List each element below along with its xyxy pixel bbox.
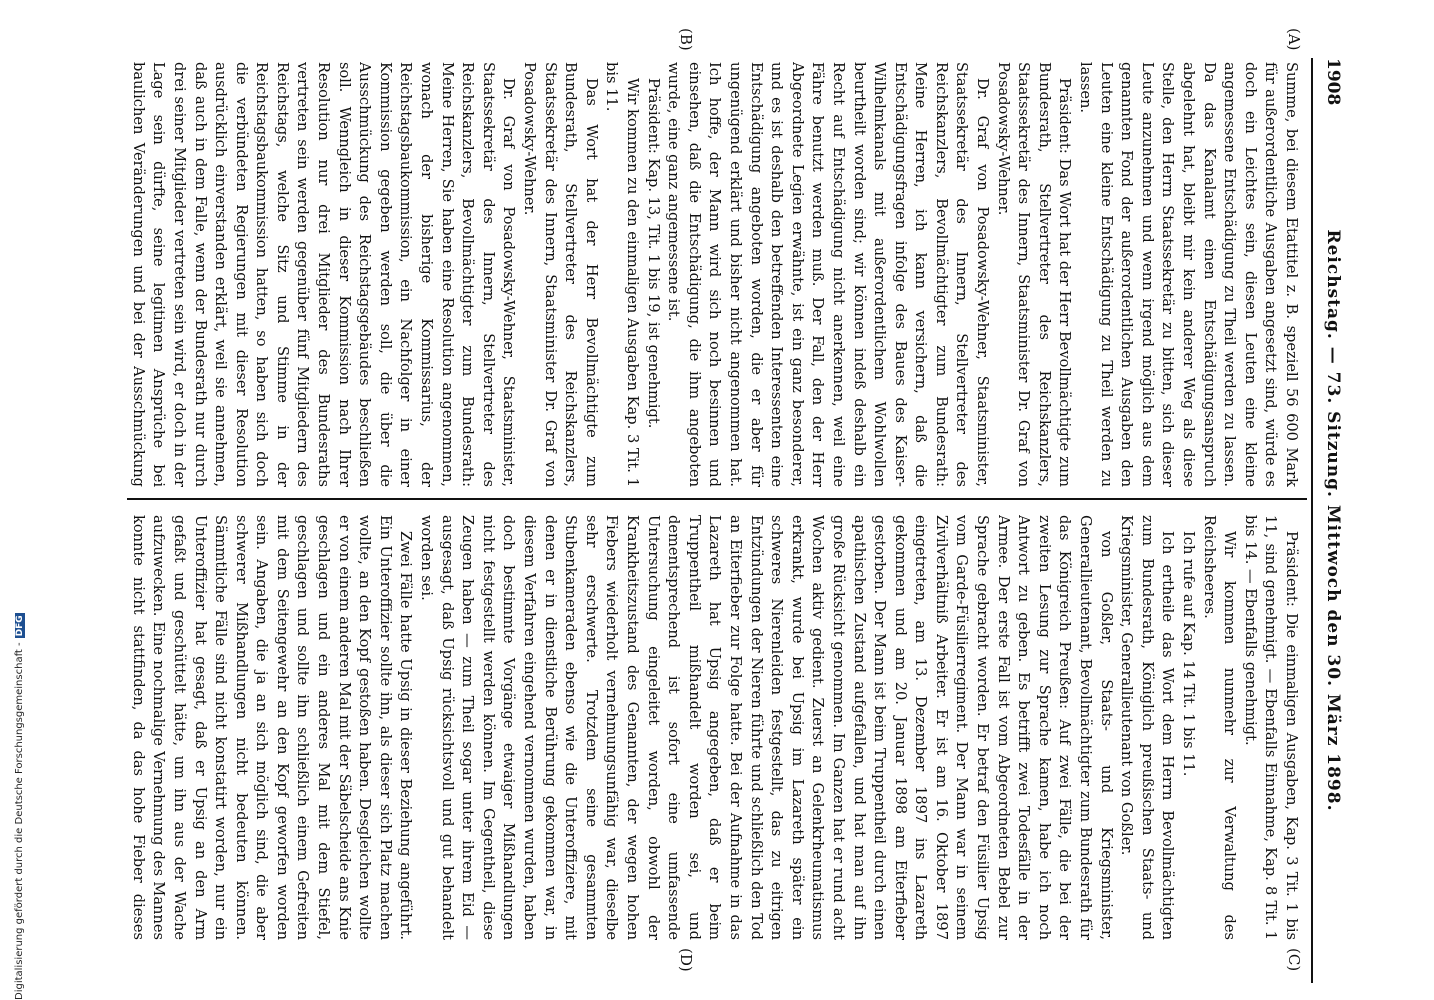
margin-marker-d: (D)	[677, 948, 695, 972]
paragraph: Summe, bei diesem Etattitel z. B. speziell 56 600 Mark für außerordentliche Ausgaben angesetzt sind, würde es doch ein Leichtes sein, diesen Leuten eine kleine angemessene Entschädigung zu Theil werden zu lassen. Da das Kanalamt einen Entschädigungsanspruch abgelehnt hat, bleibt mir kein anderer Weg als diese Stelle, den Herrn Staatssekretär zu bitten, sich dieser Leute anzunehmen und wenn irgend möglich aus dem genannten Fond der außerordentlichen Ausgaben den Leuten eine kleine Entschädigung zu Theil werden zu lassen.	[1077, 62, 1300, 487]
paragraph: Zwei Fälle hatte Upsig in dieser Beziehung angeführt. Ein Unteroffizier sollte ihn, als dieser sich Platz machen wollte, an den Kopf gestoßen haben. Desgleichen wollte er von einem anderen Mal mit der Säbelscheide ans Knie geschlagen und ein anderes Mal mit dem Stiefel, geschlagen und sollte ihn schließlich einem Gefreiten mit dem Seitengewehr an den Kopf geworfen worden sein. Angaben, die ja an sich möglich sind, die aber schwerer Mißhandlungen nicht bedeuten können. Sämmtliche Fälle sind nicht konstatirt worden, nur ein Unteroffizier hat gesagt, daß er Upsig an den Arm gefaßt und geschüttelt hätte, um ihn aus der Wache aufzuwecken. Eine nochmalige Vernehmung des Mannes konnte nicht stattfinden, da das hohe Fieber dieses	[129, 515, 415, 940]
margin-marker-b: (B)	[677, 28, 695, 51]
page-number: 1908	[1323, 58, 1343, 106]
column-divider	[127, 498, 1307, 500]
paragraph: Präsident: Das Wort hat der Herr Bevollmächtigte zum Bundesrath, Stellvertreter des Reichskanzlers, Staatssekretär des Innern, Staatsminister Dr. Graf von Posadowsky-Wehner.	[994, 62, 1074, 487]
page-header	[1317, 58, 1347, 983]
margin-marker-c: (C)	[1285, 948, 1303, 972]
paragraph: Ich rufe auf Kap. 14 Tit. 1 bis 11.	[1180, 531, 1198, 777]
paragraph: Präsident: Die einmaligen Ausgaben, Kap. 3 Tit. 1 bis 11, sind genehmigt. — Ebenfalls Einnahme, Kap. 8 Tit. 1 bis 14. — Ebenfalls genehmigt.	[1241, 515, 1300, 940]
paragraph: Wir kommen nunmehr zur Verwaltung des Reichsheeres.	[1200, 515, 1239, 940]
rotated-page	[85, 0, 1385, 1000]
right-column	[126, 515, 1301, 940]
paragraph: Wir kommen zu den einmaligen Ausgaben Kap. 3 Tit. 1 bis 11.	[603, 62, 641, 487]
paragraph: Ich ertheile das Wort dem Herrn Bevollmächtigten zum Bundesrath, Königlich preußischen Staats- und Kriegsminister, Generallieutenant von Goßler.	[1118, 515, 1177, 940]
paragraph: von Goßler, Staats- und Kriegsminister, Generallieutenant, Bevollmächtigter zum Bundesrath für das Königreich Preußen: Auf zwei Fälle, die bei der zweiten Lesung zur Sprache kamen, habe ich noch Antwort zu geben. Es betrifft zwei Todesfälle in der Armee. Der erste Fall ist vom Abgeordneten Bebel zur Sprache gebracht worden. Er betraf den Füsilier Upsig vom Garde-Füsilierregiment. Der Mann war in seinem Zivilverhältniß Arbeiter. Er ist am 16. Oktober 1897 eingetreten, am 13. Dezember 1897 ins Lazareth gekommen und am 20. Januar 1898 am Eiterfieber gestorben. Der Mann ist beim Truppentheil durch einen apathischen Zustand aufgefallen, und hat man auf ihn große Rücksicht genommen. Im Ganzen hat er rund acht Wochen aktiv gedient. Zuerst an Gelenkrheumatismus erkrankt, wurde bei Upsig im Lazareth später ein schweres Nierenleiden festgestellt, das zu eitrigen Entzündungen der Nieren führte und schließlich den Tod an Eiterfieber zur Folge hatte. Bei der Aufnahme in das Lazareth hat Upsig angegeben, daß er beim Truppentheil mißhandelt worden sei, und dementsprechend ist sofort eine umfassende Untersuchung eingeleitet worden, obwohl der Krankheitszustand des Genannten, der wegen hohen Fiebers wiederholt vernehmungsunfähig war, dieselbe sehr erschwerte. Trotzdem seine gesammten Stubenkameraden ebenso wie die Unteroffiziere, mit denen er in dienstliche Berührung gekommen war, in diesem Verfahren eingehend vernommen wurden, haben doch bestimmte Vorgänge etwaiger Mißhandlungen nicht festgestellt werden können. Im Gegentheil, diese Zeugen haben — zum Theil sogar unter ihrem Eid — ausgesagt, daß Upsig rücksichtsvoll und gut behandelt worden sei.	[418, 515, 1115, 940]
digitization-credit	[14, 613, 25, 1000]
dfg-logo: DFG	[15, 615, 25, 637]
header-rule	[1311, 58, 1313, 983]
left-column	[126, 62, 1301, 487]
paragraph: Dr. Graf von Posadowsky-Wehner, Staatsminister, Staatssekretär des Innern, Stellvertreter des Reichskanzlers, Bevollmächtigter zum Bundesrath: Meine Herren, ich kann versichern, daß die Entschädigungsfragen infolge des Baues des Kaiser-Wilhelmkanals mit außerordentlichem Wohlwollen beurtheilt worden sind; wir können indeß deshalb ein Recht auf Entschädigung nicht anerkennen, weil eine Fähre benutzt werden muß. Der Fall, den der Herr Abgeordnete Legien erwähnte, ist ein ganz besonderer, und es ist deshalb den betreffenden Interessenten eine Entschädigung angeboten worden, die er aber für ungenügend erklärt und bisher nicht angenommen hat. Ich hoffe, der Mann wird sich noch besinnen und einsehen, daß die Entschädigung, die ihm angeboten wurde, eine ganz angemessene ist.	[665, 62, 992, 487]
credit-text: Digitalisierung gefördert durch die Deutsche Forschungsgemeinschaft -	[14, 642, 25, 1000]
margin-marker-a: (A)	[1285, 28, 1303, 51]
paragraph: Präsident: Kap. 13, Tit. 1 bis 19, ist genehmigt.	[644, 78, 662, 429]
paragraph: Das Wort hat der Herr Bevollmächtigte zum Bundesrath, Stellvertreter des Reichskanzlers, Staatssekretär des Innern, Staatsminister Dr. Graf von Posadowsky-Wehner.	[521, 62, 600, 487]
page-title: Reichstag. — 73. Sitzung. Mittwoch den 30. März 1898.	[1323, 229, 1343, 812]
paragraph: Dr. Graf von Posadowsky-Wehner, Staatsminister, Staatssekretär des Innern, Stellvertreter des Reichskanzlers, Bevollmächtigter zum Bundesrath: Meine Herren, Sie haben eine Resolution angenommen, wonach der bisherige Kommissarius, der Reichstagsbaukommission, ein Nachfolger in einer Kommission gegeben werden soll, die über die Ausschmückung des Reichstagsgebäudes beschließen soll. Wenngleich in dieser Kommission nach Ihrer Resolution nur drei Mitglieder des Bundesraths vertreten sein werden gegenüber fünf Mitgliedern des Reichstags, welche Sitz und Stimme in der Reichstagsbaukommission hatten, so haben sich doch die verbündeten Regierungen mit dieser Resolution ausdrücklich einverstanden erklärt, weil sie annehmen, daß auch in dem Falle, wenn der Bundesrath nur durch drei seiner Mitglieder vertreten sein wird, er doch in der Lage sein dürfte, seine legitimen Ansprüche bei baulichen Veränderungen und bei der Ausschmückung	[129, 62, 518, 487]
